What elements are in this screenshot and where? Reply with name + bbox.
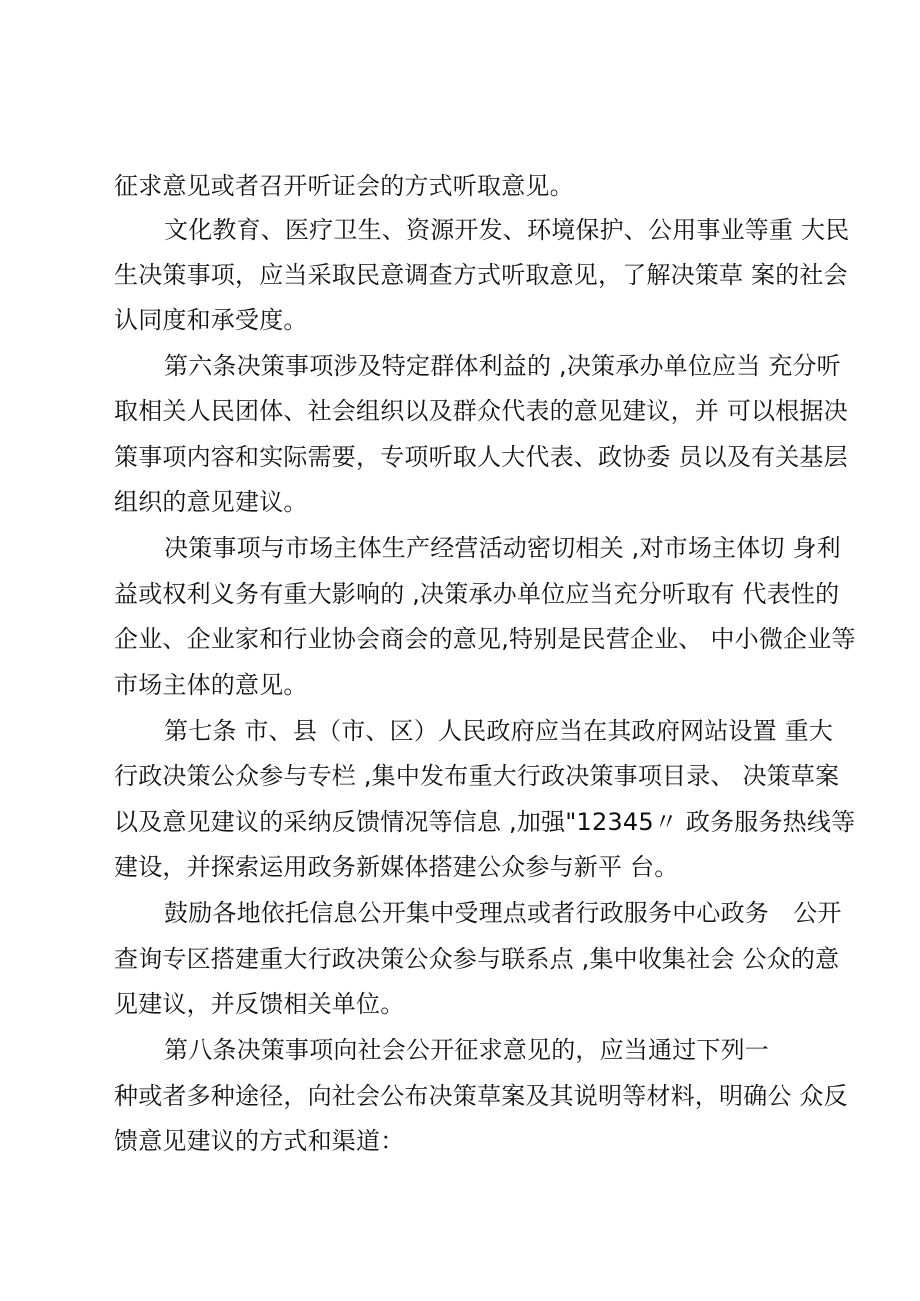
text-line: 益或权利义务有重大影响的 ,决策承办单位应当充分听取有 代表性的 xyxy=(114,580,840,608)
text-line: 鼓励各地依托信息公开集中受理点或者行政服务中心政务 公开 xyxy=(164,899,842,927)
text-line: 第七条 市、县（市、区）人民政府应当在其政府网站设置 重大 xyxy=(164,717,834,745)
text-line: 馈意见建议的方式和渠道： xyxy=(114,1127,405,1155)
text-line: 组织的意见建议。 xyxy=(114,488,308,516)
text-line: 建设，并探索运用政务新媒体搭建公众参与新平 台。 xyxy=(114,853,679,881)
text-line: 第六条决策事项涉及特定群体利益的 ,决策承办单位应当 充分听 xyxy=(164,352,841,380)
text-line: 认同度和承受度。 xyxy=(114,306,308,334)
text-line: 策事项内容和实际需要，专项听取人大代表、政协委 员以及有关基层 xyxy=(114,443,848,471)
text-line: 第八条决策事项向社会公开征求意见的，应当通过下列一 xyxy=(164,1036,769,1064)
text-line: 行政决策公众参与专栏 ,集中发布重大行政决策事项目录、 决策草案 xyxy=(114,762,840,790)
text-line: 征求意见或者召开听证会的方式听取意见。 xyxy=(114,172,574,200)
text-line: 市场主体的意见。 xyxy=(114,671,308,699)
text-line: 生决策事项，应当采取民意调查方式听取意见，了解决策草 案的社会 xyxy=(114,261,848,289)
text-line: 以及意见建议的采纳反馈情况等信息 ,加强"12345〃 政务服务热线等 xyxy=(114,808,856,836)
text-line: 种或者多种途径，向社会公布决策草案及其说明等材料，明确公 众反 xyxy=(114,1082,848,1110)
text-line: 见建议，并反馈相关单位。 xyxy=(114,990,405,1018)
text-line: 企业、企业家和行业协会商会的意见,特别是民营企业、 中小微企业等 xyxy=(114,625,856,653)
text-line: 查询专区搭建重大行政决策公众参与联系点 ,集中收集社会 公众的意 xyxy=(114,945,840,973)
text-line: 决策事项与市场主体生产经营活动密切相关 ,对市场主体切 身利 xyxy=(164,534,841,562)
text-line: 取相关人民团体、社会组织以及群众代表的意见建议，并 可以根据决 xyxy=(114,397,848,425)
text-line: 文化教育、医疗卫生、资源开发、环境保护、公用事业等重 大民 xyxy=(164,216,850,244)
